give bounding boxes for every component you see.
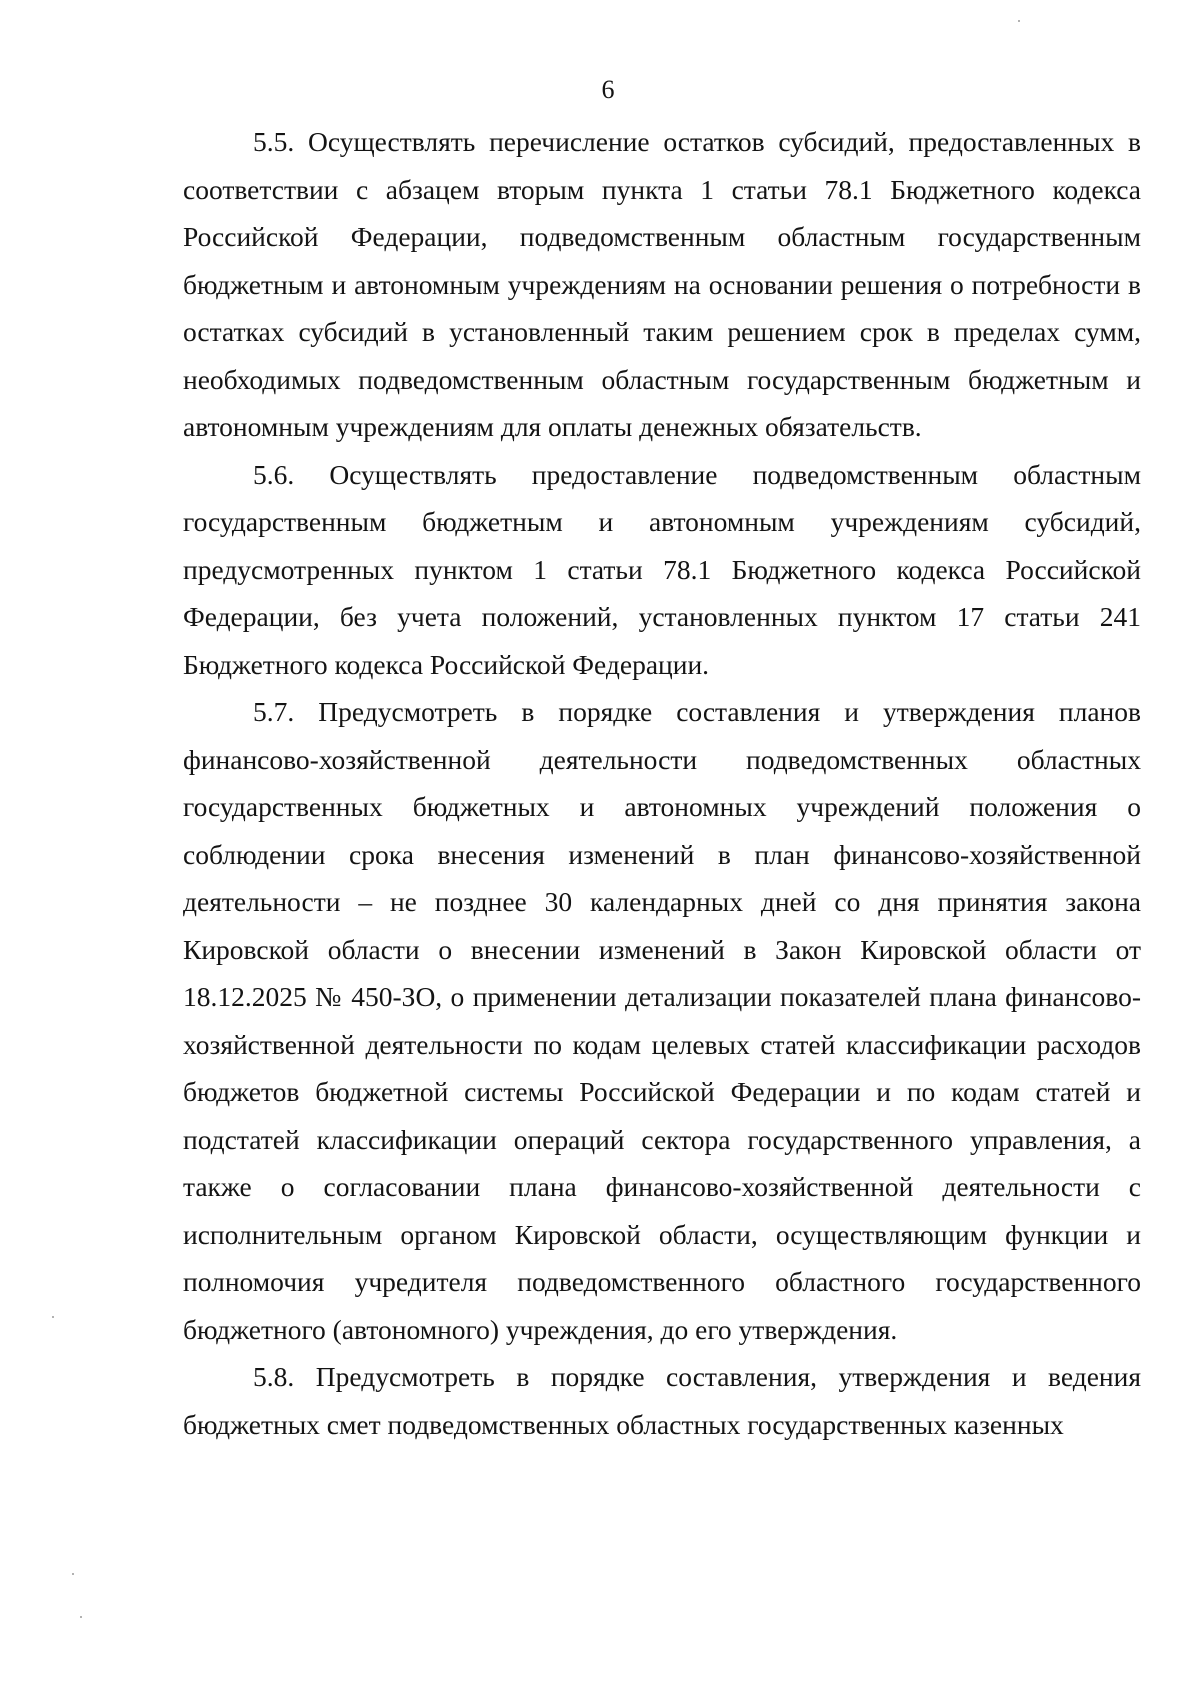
paragraph-5-5: 5.5. Осуществлять перечисление остатков субсидий, предоставленных в соответствии с абзацем вторым пункта 1 статьи 78.1 Бюджетного кодекса Российской Федерации, подведомственным областным государственным бюджетным и автономным учреждениям на основании решения о потребности в остатках субсидий в установленный таким решением срок в пределах сумм, необходимых подведомственным областным государственным бюджетным и автономным учреждениям для оплаты денежных обязательств. — [183, 126, 1141, 442]
scan-speck — [80, 1616, 82, 1618]
scan-speck — [72, 1573, 74, 1575]
paragraph-5-8: 5.8. Предусмотреть в порядке составления, утверждения и ведения бюджетных смет подведомственных областных государственных казенных — [183, 1361, 1141, 1440]
document-body — [183, 118, 1141, 1448]
paragraph-5-7: 5.7. Предусмотреть в порядке составления и утверждения планов финансово-хозяйственной деятельности подведомственных областных государственных бюджетных и автономных учреждений положения о соблюдении срока внесения изменений в план финансово-хозяйственной деятельности – не позднее 30 календарных дней со дня принятия закона Кировской области о внесении изменений в Закон Кировской области от 18.12.2025 № 450-ЗО, о применении детализации показателей плана финансово-хозяйственной деятельности по кодам целевых статей классификации расходов бюджетов бюджетной системы Российской Федерации и по кодам статей и подстатей классификации операций сектора государственного управления, а также о согласовании плана финансово-хозяйственной деятельности с исполнительным органом Кировской области, осуществляющим функции и полномочия учредителя подведомственного областного государственного бюджетного (автономного) учреждения, до его утверждения. — [183, 696, 1141, 1345]
paragraph-5-6: 5.6. Осуществлять предоставление подведомственным областным государственным бюджетным и автономным учреждениям субсидий, предусмотренных пунктом 1 статьи 78.1 Бюджетного кодекса Российской Федерации, без учета положений, установленных пунктом 17 статьи 241 Бюджетного кодекса Российской Федерации. — [183, 458, 1141, 680]
scan-speck — [1018, 20, 1020, 22]
scan-speck — [52, 1316, 54, 1318]
page-number: 6 — [601, 75, 615, 104]
